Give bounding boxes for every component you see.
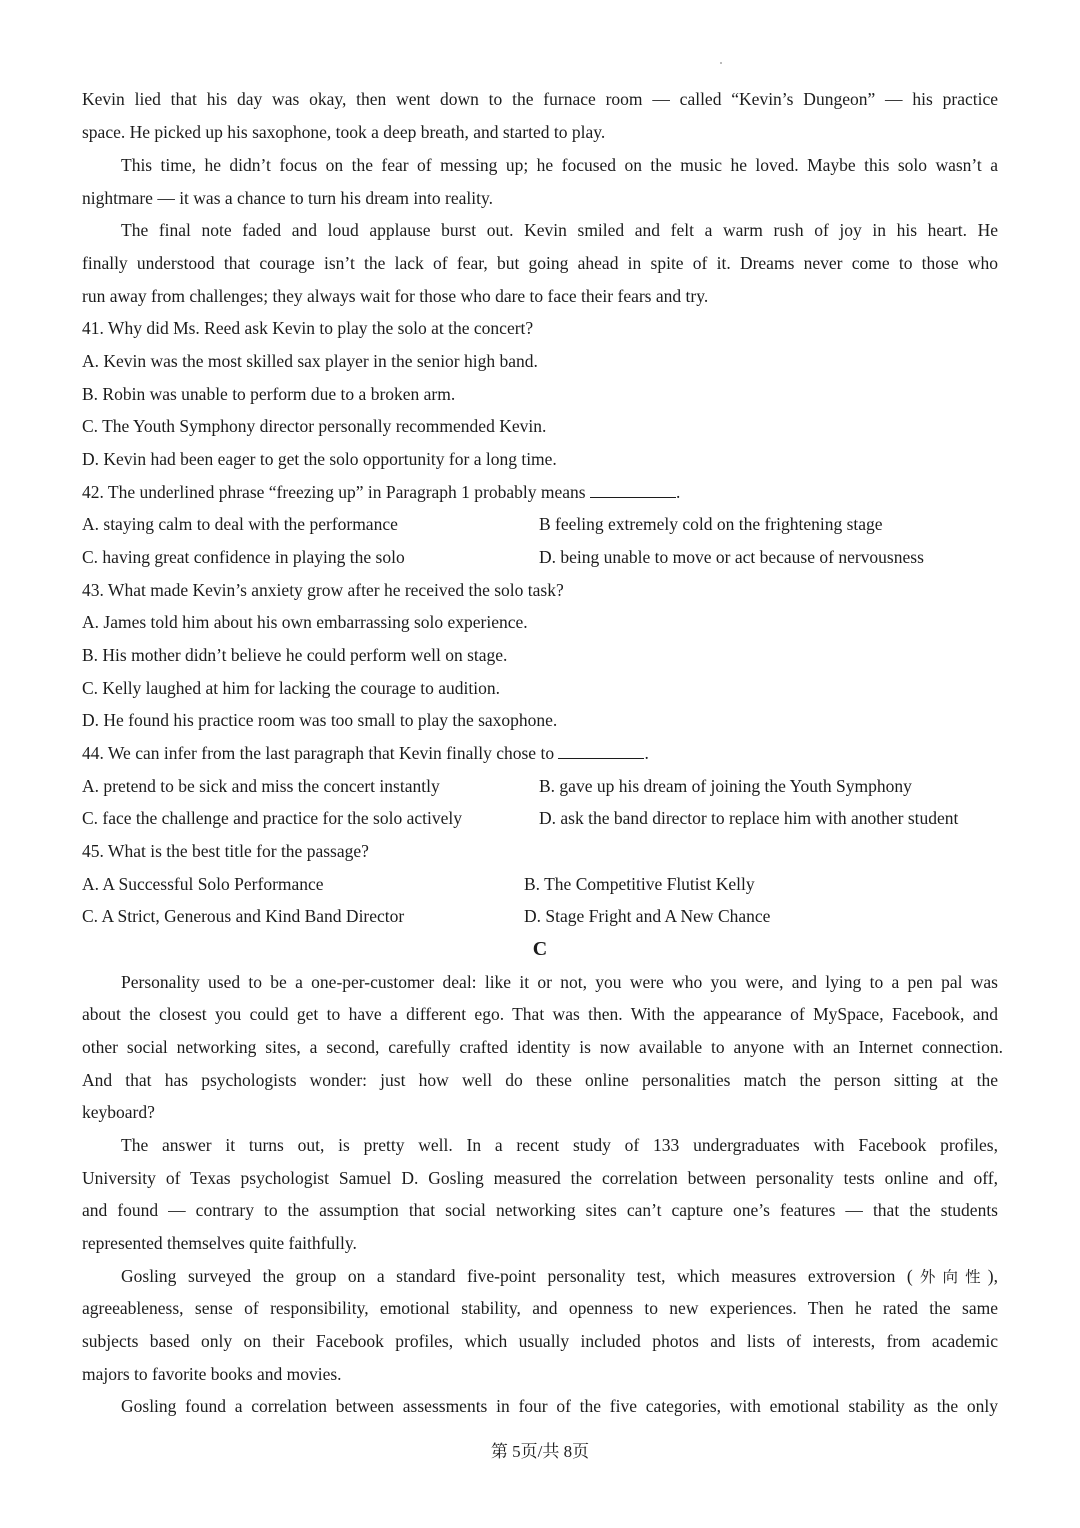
answer-blank	[590, 480, 676, 498]
question-41-option-c: C. The Youth Symphony director personally recommended Kevin.	[82, 416, 547, 436]
passage-c-text: ),	[987, 1266, 998, 1286]
question-44-option-a: A. pretend to be sick and miss the concert instantly	[82, 776, 440, 796]
question-44-stem-end: .	[644, 743, 649, 763]
question-43-option-d: D. He found his practice room was too small to play the saxophone.	[82, 710, 558, 730]
passage-c-text: Gosling surveyed the group on a standard five-point personality test, which measures extroversion (	[121, 1266, 913, 1286]
question-43-option-b: B. His mother didn’t believe he could perform well on stage.	[82, 645, 508, 665]
question-42-option-d: D. being unable to move or act because of nervousness	[539, 547, 924, 567]
passage-c-chinese-gloss: 外向性	[912, 1268, 988, 1286]
question-45-option-b: B. The Competitive Flutist Kelly	[524, 874, 755, 894]
passage-b-line: Kevin lied that his day was okay, then went down to the furnace room — called “Kevin’s Dungeon” — his practice	[82, 89, 998, 109]
passage-c-line: majors to favorite books and movies.	[82, 1364, 342, 1384]
question-45-option-c: C. A Strict, Generous and Kind Band Director	[82, 906, 405, 926]
question-44-stem-text: 44. We can infer from the last paragraph that Kevin finally chose to	[82, 743, 559, 763]
passage-c-line	[121, 1264, 998, 1288]
passage-b-line: finally understood that courage isn’t the lack of fear, but going ahead in spite of it. Dreams never come to those who	[82, 253, 998, 273]
question-41-option-a: A. Kevin was the most skilled sax player in the senior high band.	[82, 351, 538, 371]
passage-c-line: And that has psychologists wonder: just how well do these online personalities match the person sitting at the	[82, 1070, 998, 1090]
passage-b-line: The final note faded and loud applause burst out. Kevin smiled and felt a warm rush of joy in his heart. He	[121, 220, 998, 240]
passage-c-line: Personality used to be a one-per-customer deal: like it or not, you were who you were, and lying to a pen pal was	[121, 972, 998, 992]
passage-c-line: subjects based only on their Facebook profiles, which usually included photos and lists of interests, from academic	[82, 1331, 998, 1351]
question-42-stem-end: .	[675, 482, 681, 502]
question-42-option-a: A. staying calm to deal with the performance	[82, 514, 398, 534]
passage-c-line: and found — contrary to the assumption that social networking sites can’t capture one’s features — that the students	[82, 1200, 998, 1220]
passage-b-line: This time, he didn’t focus on the fear of messing up; he focused on the music he loved. Maybe this solo wasn’t a	[121, 155, 998, 175]
question-44-option-b: B. gave up his dream of joining the Youth Symphony	[539, 776, 912, 796]
passage-c-line: Gosling found a correlation between assessments in four of the five categories, with emotional stability as the only	[121, 1396, 998, 1416]
passage-c-line: University of Texas psychologist Samuel D. Gosling measured the correlation between personality tests online and off,	[82, 1168, 998, 1188]
question-42-stem-text: 42. The underlined phrase “freezing up” in Paragraph 1 probably means	[82, 482, 590, 502]
question-44-stem	[82, 741, 998, 765]
question-43-stem: 43. What made Kevin’s anxiety grow after he received the solo task?	[82, 580, 564, 600]
passage-b-line: space. He picked up his saxophone, took a deep breath, and started to play.	[82, 122, 606, 142]
question-44-option-d: D. ask the band director to replace him with another student	[539, 808, 959, 828]
question-41-option-b: B. Robin was unable to perform due to a broken arm.	[82, 384, 456, 404]
passage-c-line: represented themselves quite faithfully.	[82, 1233, 357, 1253]
question-41-stem: 41. Why did Ms. Reed ask Kevin to play the solo at the concert?	[82, 318, 534, 338]
section-c-heading: C	[532, 938, 548, 960]
question-42-option-c: C. having great confidence in playing the solo	[82, 547, 405, 567]
question-43-option-c: C. Kelly laughed at him for lacking the courage to audition.	[82, 678, 500, 698]
question-45-stem: 45. What is the best title for the passage?	[82, 841, 369, 861]
passage-b-line: nightmare — it was a chance to turn his dream into reality.	[82, 188, 493, 208]
passage-c-line: keyboard?	[82, 1102, 155, 1122]
question-45-option-a: A. A Successful Solo Performance	[82, 874, 324, 894]
question-45-option-d: D. Stage Fright and A New Chance	[524, 906, 771, 926]
scan-speck	[720, 62, 722, 64]
question-41-option-d: D. Kevin had been eager to get the solo opportunity for a long time.	[82, 449, 557, 469]
question-42-stem	[82, 480, 998, 504]
passage-c-line: The answer it turns out, is pretty well. In a recent study of 133 undergraduates with Facebook profiles,	[121, 1135, 998, 1155]
question-44-option-c: C. face the challenge and practice for the solo actively	[82, 808, 462, 828]
question-42-option-b: B feeling extremely cold on the frightening stage	[539, 514, 883, 534]
passage-c-line: about the closest you could get to have a different ego. That was then. With the appearance of MySpace, Facebook, and	[82, 1004, 998, 1024]
answer-blank	[558, 741, 644, 759]
passage-c-line: agreeableness, sense of responsibility, emotional stability, and openness to new experiences. Then he rated the same	[82, 1298, 998, 1318]
question-43-option-a: A. James told him about his own embarrassing solo experience.	[82, 612, 528, 632]
passage-b-line: run away from challenges; they always wait for those who dare to face their fears and try.	[82, 286, 709, 306]
passage-c-line: other social networking sites, a second, carefully crafted identity is now available to anyone with an Internet connection.	[82, 1037, 1003, 1057]
page-number-footer: 第 5页/共 8页	[490, 1442, 590, 1461]
